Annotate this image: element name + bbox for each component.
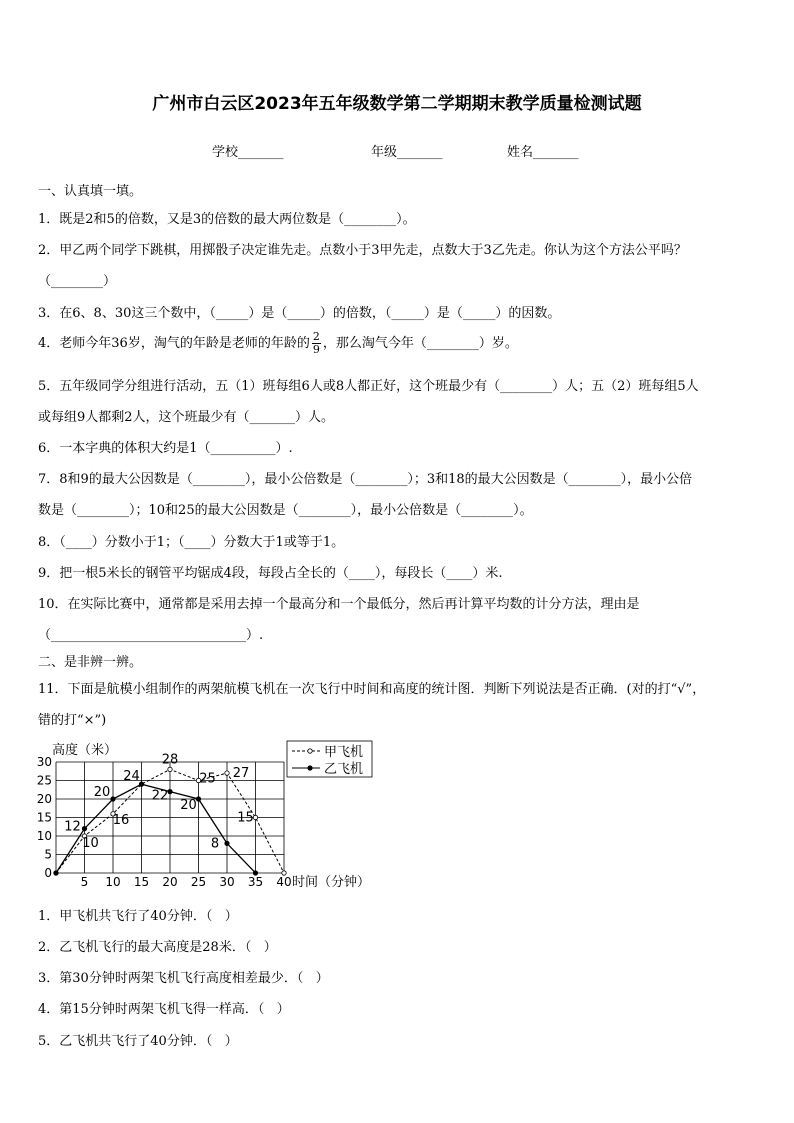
data-point-2 xyxy=(253,871,257,875)
data-point-1 xyxy=(168,767,172,771)
y-axis-label: 高度（米） xyxy=(52,743,118,758)
data-label: 25 xyxy=(199,771,216,787)
grade-field[interactable]: 年级_______ xyxy=(371,145,443,160)
data-label: 20 xyxy=(93,785,111,800)
statement-1: 1．甲飞机共飞行了40分钟．（ ） xyxy=(38,909,238,924)
x-tick-label: 10 xyxy=(105,875,121,889)
x-tick-label: 40 xyxy=(276,875,292,889)
page-title: 广州市白云区2023年五年级数学第二学期期末教学质量检测试题 xyxy=(152,94,642,114)
question-8: 8．（____）分数小于1；（____）分数大于1或等于1。 xyxy=(38,535,345,550)
x-tick-label: 15 xyxy=(133,875,150,889)
statement-2: 2．乙飞机飞行的最大高度是28米．（ ） xyxy=(38,940,277,955)
question-3: 3．在6、8、30这三个数中，（_____）是（_____）的倍数，（_____）是（_____）的因数。 xyxy=(38,306,561,321)
data-label: 27 xyxy=(232,766,250,782)
x-axis-label: 时间（分钟） xyxy=(292,875,371,890)
y-tick-label: 10 xyxy=(36,829,52,843)
statement-5: 5．乙飞机共飞行了40分钟．（ ） xyxy=(38,1034,238,1049)
legend-label-1: 甲飞机 xyxy=(324,745,364,760)
legend-marker-1 xyxy=(308,749,312,753)
data-label: 28 xyxy=(161,752,179,768)
y-tick-label: 30 xyxy=(36,755,52,769)
x-tick-label: 25 xyxy=(190,875,207,889)
data-label: 20 xyxy=(180,798,197,813)
question-9: 9．把一根5米长的钢管平均锯成4段，每段占全长的（____），每段长（____）米. xyxy=(38,566,503,581)
data-point-1 xyxy=(225,771,229,775)
data-label: 12 xyxy=(64,819,81,835)
data-label: 22 xyxy=(151,788,169,804)
question-2-answer: （________） xyxy=(38,274,117,289)
data-label: 16 xyxy=(112,812,130,828)
data-label: 24 xyxy=(123,769,140,785)
question-10: 10．在实际比赛中，通常都是采用去掉一个最高分和一个最低分，然后再计算平均数的计分方法，理由是 xyxy=(38,597,640,612)
data-point-2 xyxy=(54,871,58,875)
y-tick-label: 15 xyxy=(36,810,52,825)
y-tick-label: 20 xyxy=(36,792,52,806)
question-2: 2．甲乙两个同学下跳棋，用掷骰子决定谁先走。点数小于3甲先走，点数大于3乙先走。你认为这个方法公平吗？ xyxy=(38,243,687,258)
question-10-answer: （______________________________）. xyxy=(38,628,264,643)
fraction-denominator: 9 xyxy=(312,343,320,356)
y-tick-label: 25 xyxy=(36,773,52,788)
data-point-2 xyxy=(225,841,229,845)
data-point-1 xyxy=(282,871,286,875)
question-11: 11．下面是航模小组制作的两架航模飞机在一次飞行中时间和高度的统计图．判断下列说法是否正确．(对的打“√”， xyxy=(38,682,706,697)
fraction xyxy=(312,331,321,356)
question-4 xyxy=(38,331,518,356)
line-chart xyxy=(36,738,386,893)
question-5-cont: 或每组9人都剩2人，这个班最少有（_______）人。 xyxy=(38,410,335,425)
data-point-2 xyxy=(168,789,172,793)
question-1: 1．既是2和5的倍数，又是3的倍数的最大两位数是（________）。 xyxy=(38,212,416,227)
data-label: 15 xyxy=(237,810,254,826)
question-4-text-end: ，那么淘气今年（________）岁。 xyxy=(322,336,518,351)
x-tick-label: 5 xyxy=(80,875,89,889)
question-7: 7．8和9的最大公因数是（________），最小公倍数是（________）；3和18的最大公因数是（________），最小公倍 xyxy=(38,472,693,487)
x-tick-label: 35 xyxy=(247,875,264,889)
statement-3: 3．第30分钟时两架飞机飞行高度相差最少．（ ） xyxy=(38,971,329,986)
data-point-2 xyxy=(82,826,86,830)
section-heading-2: 二、是非辨一辨。 xyxy=(38,655,143,670)
data-point-2 xyxy=(111,797,115,801)
question-7-cont: 数是（________）；10和25的最大公因数是（________），最小公倍数是（________）。 xyxy=(38,503,533,518)
question-5: 5．五年级同学分组进行活动，五（1）班每组6人或8人都正好，这个班最少有（________）人；五（2）班每组5人 xyxy=(38,379,699,394)
school-field[interactable]: 学校_______ xyxy=(212,145,284,160)
name-field[interactable]: 姓名_______ xyxy=(507,145,579,160)
question-11-cont: 错的打“×”) xyxy=(38,713,107,728)
legend-marker-2 xyxy=(308,766,312,770)
x-tick-label: 30 xyxy=(219,875,235,889)
data-point-2 xyxy=(139,782,143,786)
y-tick-label: 5 xyxy=(44,847,52,862)
fraction-numerator: 2 xyxy=(312,330,320,343)
data-point-1 xyxy=(253,815,257,819)
x-tick-label: 20 xyxy=(162,875,178,889)
section-heading-1: 一、认真填一填。 xyxy=(38,184,143,199)
data-label: 10 xyxy=(82,836,99,851)
question-4-text: 4．老师今年36岁，淘气的年龄是老师的年龄的 xyxy=(38,336,310,351)
question-6: 6．一本字典的体积大约是1（__________）. xyxy=(38,441,293,456)
data-label: 8 xyxy=(210,836,220,852)
legend-label-2: 乙飞机 xyxy=(324,762,364,777)
statement-4: 4．第15分钟时两架飞机飞得一样高．（ ） xyxy=(38,1002,290,1017)
data-point-2 xyxy=(196,797,200,801)
y-tick-label: 0 xyxy=(44,866,52,880)
